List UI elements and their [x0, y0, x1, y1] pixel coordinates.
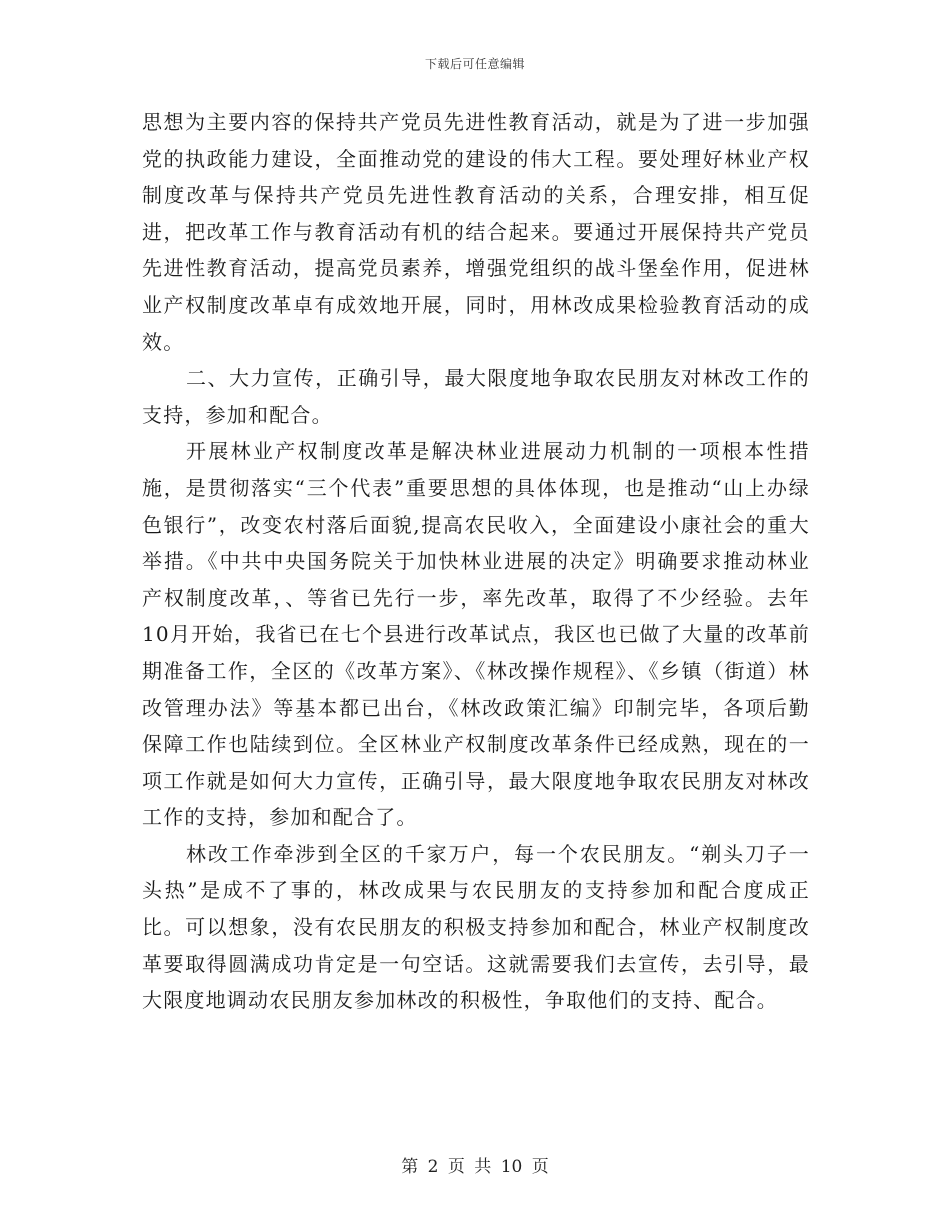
paragraph-reform-background: 开展林业产权制度改革是解决林业进展动力机制的一项根本性措施，是贯彻落实“三个代表”重要思想的具体体现，也是推动“山上办绿色银行”，改变农村落后面貌,提高农民收入，全面建设小康社会的重大举措。《中共中央国务院关于加快林业进展的决定》明确要求推动林业产权制度改革，、等省已先行一步，率先改革，取得了不少经验。去年10月开始，我省已在七个县进行改革试点，我区也已做了大量的改革前期准备工作，全区的《改革方案》、《林改操作规程》、《乡镇（街道）林改管理办法》等基本都已出台，《林改政策汇编》印制完毕，各项后勤保障工作也陆续到位。全区林业产权制度改革条件已经成熟，现在的一项工作就是如何大力宣传，正确引导，最大限度地争取农民朋友对林改工作的支持，参加和配合了。	[142, 439, 810, 830]
page-header: 下载后可任意编辑	[424, 57, 525, 71]
paragraph-farmer-support: 林改工作牵涉到全区的千家万户，每一个农民朋友。“剃头刀子一头热”是成不了事的，林改成果与农民朋友的支持参加和配合度成正比。可以想象，没有农民朋友的积极支持参加和配合，林业产权制度改革要取得圆满成功肯定是一句空话。这就需要我们去宣传，去引导，最大限度地调动农民朋友参加林改的积极性，争取他们的支持、配合。	[142, 841, 810, 1013]
paragraph-continuation: 思想为主要内容的保持共产党员先进性教育活动，就是为了进一步加强党的执政能力建设，全面推动党的建设的伟大工程。要处理好林业产权制度改革与保持共产党员先进性教育活动的关系，合理安排，相互促进，把改革工作与教育活动有机的结合起来。要通过开展保持共产党员先进性教育活动，提高党员素养，增强党组织的战斗堡垒作用，促进林业产权制度改革卓有成效地开展，同时，用林改成果检验教育活动的成效。	[142, 110, 810, 354]
page-number-footer: 第 2 页 共 10 页	[401, 1157, 549, 1177]
document-body	[142, 104, 810, 1019]
section-heading-two: 二、大力宣传，正确引导，最大限度地争取农民朋友对林改工作的支持，参加和配合。	[142, 366, 810, 427]
